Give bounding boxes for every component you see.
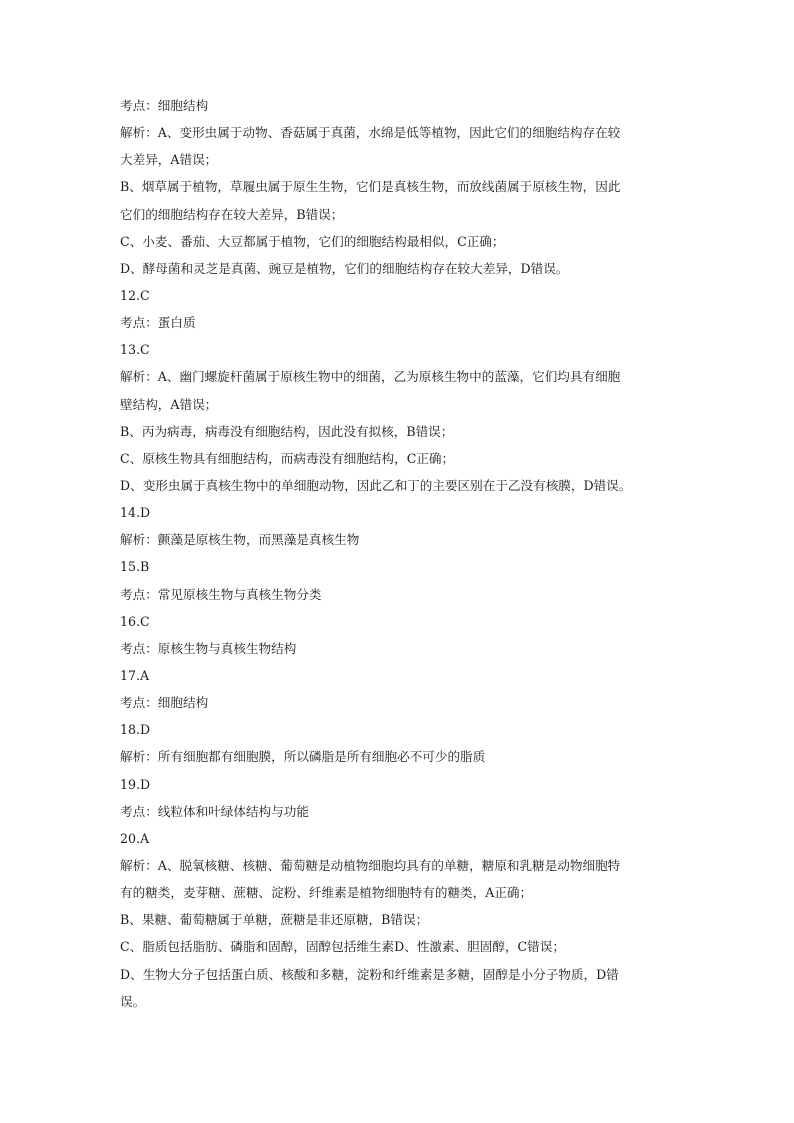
text-line: 误。: [120, 993, 146, 1009]
text-line: C、脂质包括脂肪、磷脂和固醇，固醇包括维生素D、性激素、胆固醇，C错误；: [120, 939, 565, 955]
question-number: 19.D: [120, 776, 151, 792]
question-number: 15.B: [120, 559, 150, 575]
text-line: D、变形虫属于真核生物中的单细胞动物，因此乙和丁的主要区别在于乙没有核膜，D错误。: [120, 477, 632, 493]
text-line: 大差异，A错误；: [120, 152, 218, 168]
text-line: 解析：A、变形虫属于动物、香菇属于真菌，水绵是低等植物，因此它们的细胞结构存在较: [120, 125, 621, 141]
text-line: C、原核生物具有细胞结构，而病毒没有细胞结构，C正确；: [120, 450, 455, 466]
text-line: D、生物大分子包括蛋白质、核酸和多糖，淀粉和纤维素是多糖，固醇是小分子物质，D错: [120, 966, 619, 982]
text-line: B、丙为病毒，病毒没有细胞结构，因此没有拟核，B错误；: [120, 423, 454, 439]
text-line: 考点：线粒体和叶绿体结构与功能: [120, 803, 309, 819]
question-number: 12.C: [120, 287, 150, 303]
text-line: 它们的细胞结构存在较大差异，B错误；: [120, 206, 344, 222]
question-number: 18.D: [120, 722, 151, 738]
text-line: 解析：A、幽门螺旋杆菌属于原核生物中的细菌，乙为原核生物中的蓝藻，它们均具有细胞: [120, 369, 621, 385]
text-line: 考点：常见原核生物与真核生物分类: [120, 586, 322, 602]
text-line: 有的糖类，麦芽糖、蔗糖、淀粉、纤维素是植物细胞特有的糖类，A正确；: [120, 885, 533, 901]
question-number: 20.A: [120, 830, 150, 846]
text-line: 考点：细胞结构: [120, 98, 209, 113]
question-number: 14.D: [120, 505, 151, 521]
text-line: D、酵母菌和灵芝是真菌、豌豆是植物，它们的细胞结构存在较大差异，D错误。: [120, 260, 569, 276]
question-number: 17.A: [120, 667, 150, 683]
text-line: 解析：颤藻是原核生物，而黑藻是真核生物: [120, 532, 360, 548]
question-number: 16.C: [120, 613, 150, 629]
text-line: B、烟草属于植物，草履虫属于原生生物，它们是真核生物，而放线菌属于原核生物，因此: [120, 179, 621, 195]
text-line: C、小麦、番茄、大豆都属于植物，它们的细胞结构最相似，C正确；: [120, 233, 505, 249]
text-line: 考点：细胞结构: [120, 695, 209, 711]
text-line: B、果糖、葡萄糖属于单糖，蔗糖是非还原糖，B错误；: [120, 912, 429, 928]
text-line: 考点：原核生物与真核生物结构: [120, 640, 297, 656]
question-number: 13.C: [120, 342, 150, 358]
answer-text-block: [120, 92, 676, 1015]
text-line: 壁结构，A错误；: [120, 396, 218, 412]
text-line: 考点：蛋白质: [120, 315, 196, 331]
text-line: 解析：A、脱氧核糖、核糖、葡萄糖是动植物细胞均具有的单糖，糖原和乳糖是动物细胞特: [120, 857, 621, 873]
text-line: 解析：所有细胞都有细胞膜，所以磷脂是所有细胞必不可少的脂质: [120, 749, 486, 765]
